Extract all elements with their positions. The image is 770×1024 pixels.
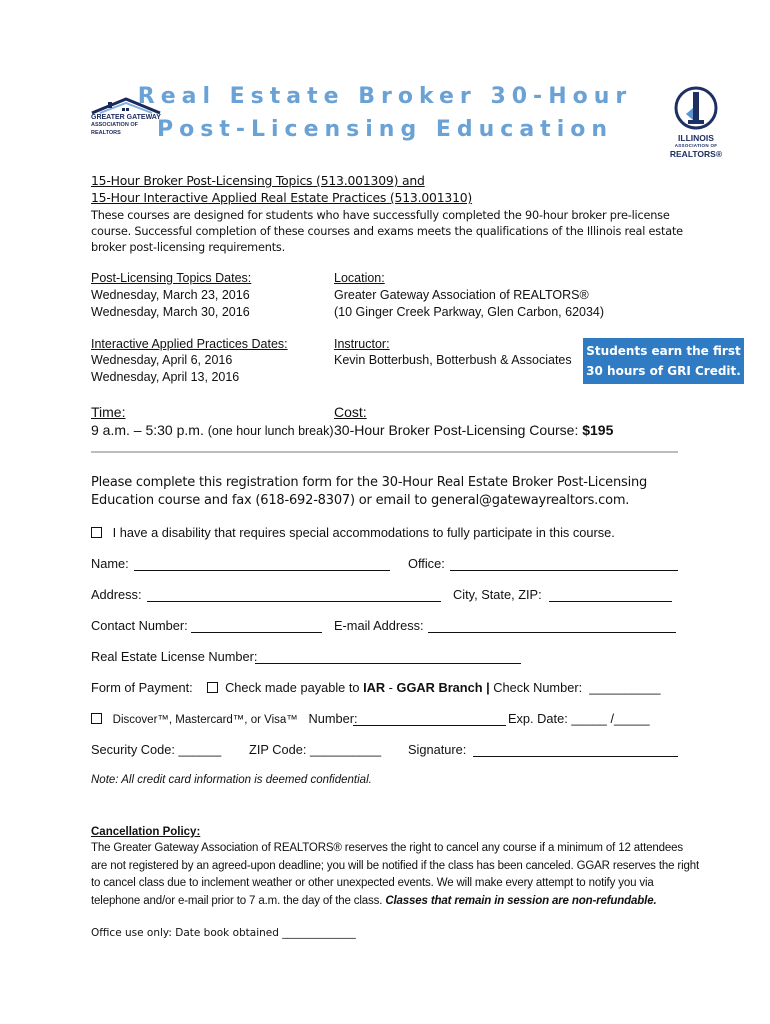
non-refundable-note: Classes that remain in session are non-refundable. (385, 894, 657, 907)
disability-row (91, 525, 615, 540)
course-intro: These courses are designed for students who have successfully completed the 90-hour broker pre-license course. Successful completion of these courses and exams meets the qualifications of the Illinois real estate broker post-licensing requirements. (91, 209, 683, 254)
practices-dates-label: Interactive Applied Practices Dates: (91, 337, 288, 351)
signature-label: Signature: (408, 742, 467, 757)
license-field[interactable] (255, 663, 521, 664)
name-field[interactable] (134, 570, 390, 571)
gri-line1: Students earn the first (586, 344, 741, 358)
time-note: (one hour lunch break) (207, 424, 334, 438)
time-row (91, 422, 334, 438)
topics-date-2: Wednesday, March 30, 2016 (91, 305, 250, 319)
disability-checkbox[interactable] (91, 527, 102, 538)
location-line2: (10 Ginger Creek Parkway, Glen Carbon, 62034) (334, 305, 605, 319)
exp-field[interactable]: _____ /_____ (571, 711, 650, 726)
cards-text: Discover™, Mastercard™, or Visa™ (112, 714, 298, 726)
cost-row (334, 422, 613, 438)
zip-label: ZIP Code: (249, 742, 307, 757)
number-label: Number: (308, 711, 358, 726)
contact-field[interactable] (191, 632, 322, 633)
zip-row (249, 742, 381, 757)
office-field[interactable] (450, 570, 678, 571)
practices-date-2: Wednesday, April 13, 2016 (91, 370, 240, 384)
city-field[interactable] (549, 601, 672, 602)
check-dash: - (385, 680, 397, 695)
logo-right-line1: ILLINOIS (678, 133, 714, 143)
email-label: E-mail Address: (334, 618, 424, 633)
section-divider (91, 451, 678, 453)
address-label: Address: (91, 587, 142, 602)
topic-heading-1: 15-Hour Broker Post-Licensing Topics (513.001309) and (91, 173, 425, 188)
cancellation-title: Cancellation Policy: (91, 826, 201, 838)
check-text: Check made payable to (225, 680, 364, 695)
address-field[interactable] (147, 601, 441, 602)
card-checkbox[interactable] (91, 713, 102, 724)
cost-amount: $195 (582, 422, 614, 438)
security-row (91, 742, 221, 757)
topic-heading-2: 15-Hour Interactive Applied Real Estate Practices (513.001310) (91, 190, 473, 205)
check-number-field[interactable]: __________ (589, 680, 661, 695)
form-instructions: Please complete this registration form for the 30-Hour Real Estate Broker Post-Licensing Education course and fax (618-692-8307) or email to general@gatewayrealtors.com. (91, 475, 648, 508)
city-label: City, State, ZIP: (453, 587, 542, 602)
logo-right-line2: ASSOCIATION OF (674, 143, 718, 148)
cost-text: 30-Hour Broker Post-Licensing Course: (334, 422, 583, 438)
contact-label: Contact Number: (91, 618, 188, 633)
disability-text: I have a disability that requires special accommodations to fully participate in this course. (112, 525, 615, 540)
check-checkbox[interactable] (207, 682, 218, 693)
time-label: Time: (91, 404, 126, 420)
page-title-line1: Real Estate Broker 30-Hour (137, 84, 633, 109)
page-title-line2: Post-Licensing Education (156, 117, 614, 142)
gri-line2: 30 hours of GRI Credit. (586, 364, 741, 378)
check-iar: IAR (363, 680, 386, 695)
gri-credit-badge (583, 338, 744, 384)
cancellation-text (91, 840, 701, 910)
exp-row (508, 711, 650, 726)
topics-dates-label: Post-Licensing Topics Dates: (91, 271, 252, 285)
security-label: Security Code: (91, 742, 175, 757)
check-number-label: Check Number: (493, 680, 583, 695)
instructor-value: Kevin Botterbush, Botterbush & Associates (334, 353, 572, 367)
license-label: Real Estate License Number: (91, 649, 258, 664)
cancellation-body: The Greater Gateway Association of REALTORS® reserves the right to cancel any course if a minimum of 12 attendees are not registered by an agreed-upon deadline; you will be notified if the class has been canceled. GGAR reserves the right to cancel class due to inclement weather or other unexpected events. We will make every attempt to notify you via telephone and/or e-mail prior to 7 a.m. the day of the class. (91, 842, 700, 907)
signature-field[interactable] (473, 756, 678, 757)
payment-row (91, 680, 660, 695)
check-bar: | (482, 680, 494, 695)
card-number-field[interactable] (353, 725, 506, 726)
logo-left-line2: ASSOCIATION OF REALTORS (91, 122, 138, 136)
zip-field[interactable]: __________ (309, 742, 382, 757)
logo-left-line1: GREATER GATEWAY (91, 114, 161, 121)
cost-label: Cost: (334, 404, 367, 420)
instructor-label: Instructor: (334, 337, 390, 351)
card-row (91, 711, 358, 726)
office-use: Office use only: Date book obtained ______________ (91, 927, 356, 939)
topics-date-1: Wednesday, March 23, 2016 (91, 288, 250, 302)
practices-date-1: Wednesday, April 6, 2016 (91, 353, 233, 367)
credit-card-note: Note: All credit card information is deemed confidential. (91, 774, 372, 786)
time-value: 9 a.m. – 5:30 p.m. (91, 422, 204, 438)
payment-label: Form of Payment: (91, 680, 193, 695)
logo-right-line3: REALTORS® (669, 149, 723, 159)
name-label: Name: (91, 556, 129, 571)
location-label: Location: (334, 271, 385, 285)
security-field[interactable]: ______ (178, 742, 222, 757)
check-ggar: GGAR Branch (396, 680, 483, 695)
illinois-seal-icon (664, 84, 728, 132)
exp-label: Exp. Date: (508, 711, 568, 726)
illinois-realtors-logo (664, 84, 728, 162)
email-field[interactable] (428, 632, 676, 633)
location-line1: Greater Gateway Association of REALTORS® (334, 288, 589, 302)
office-label: Office: (408, 556, 445, 571)
